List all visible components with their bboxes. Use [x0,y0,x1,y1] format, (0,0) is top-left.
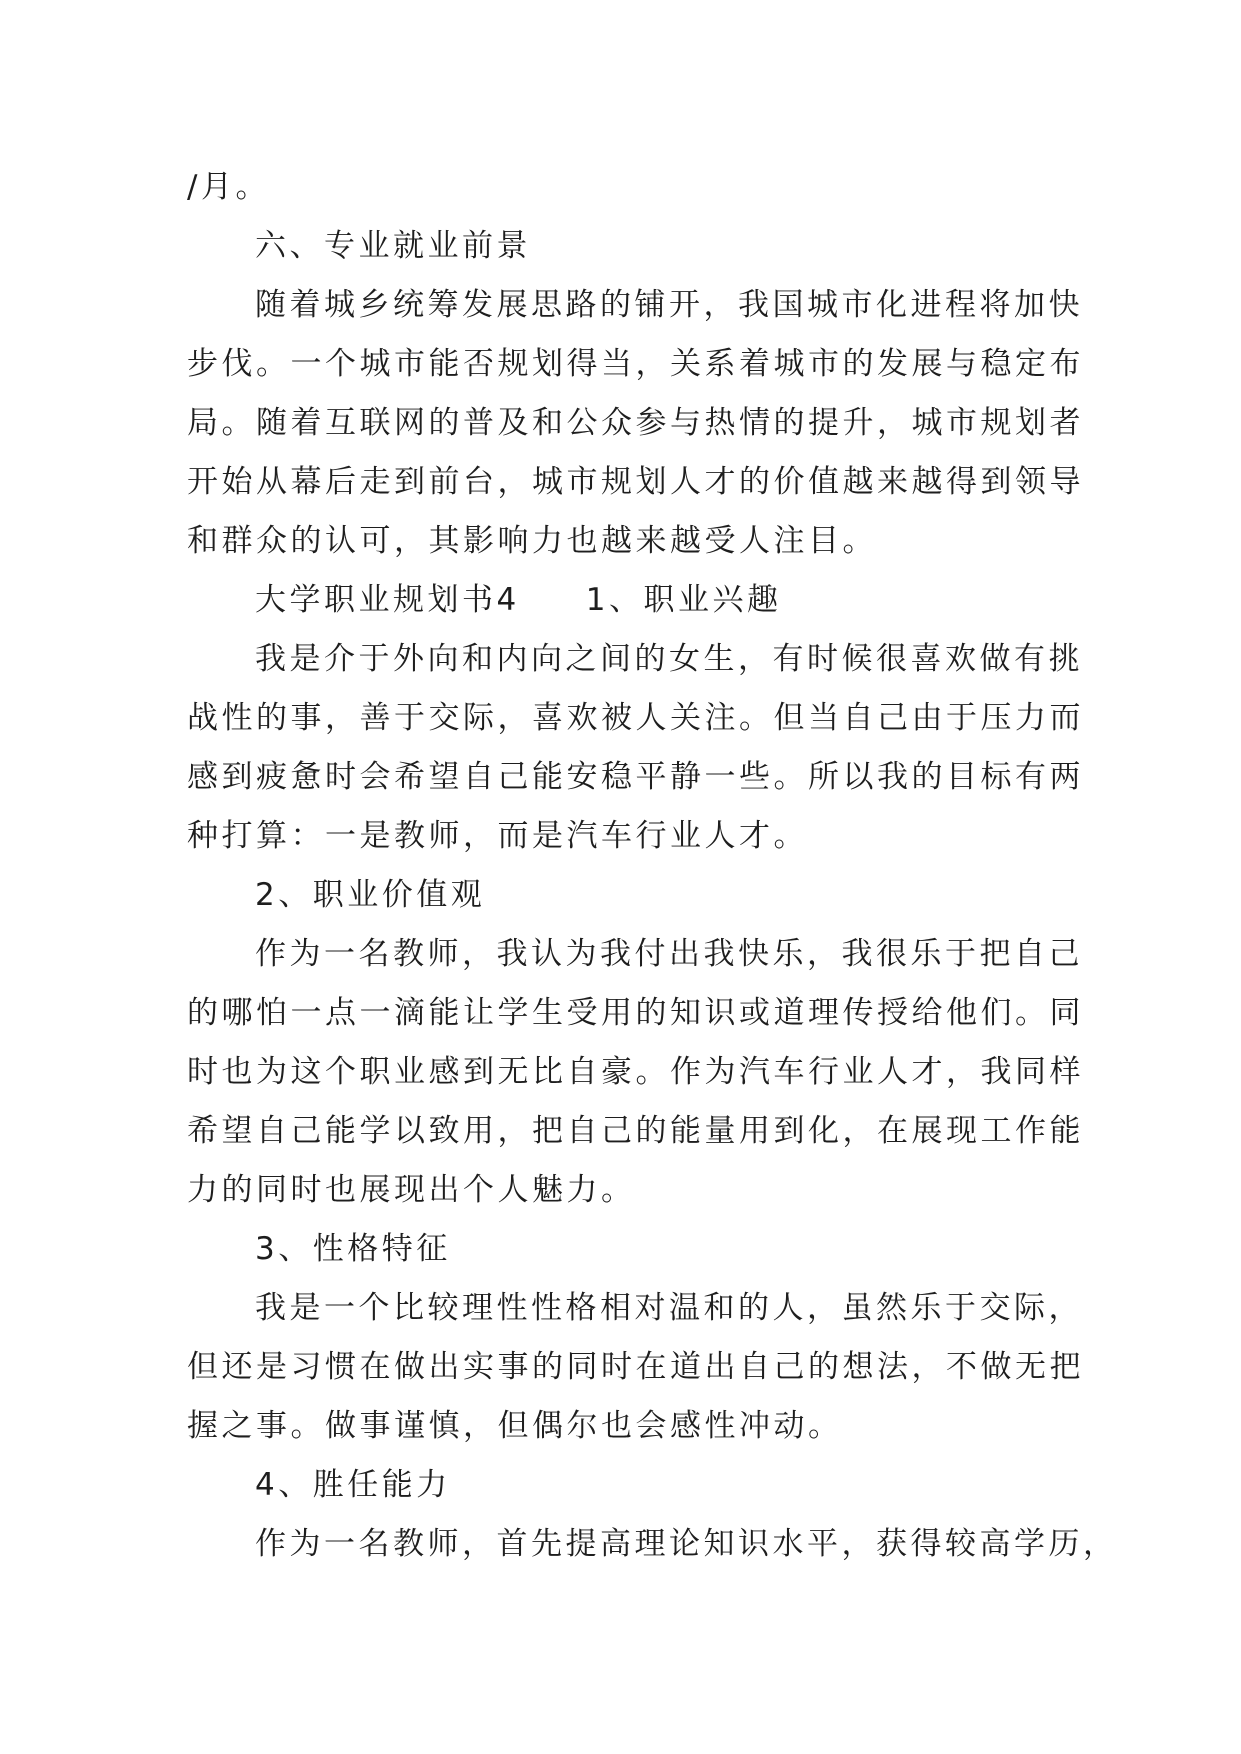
document-body [187,158,1118,1574]
career-plan-title: 大学职业规划书4 [255,582,520,618]
paragraph-line: 作为一名教师，首先提高理论知识水平，获得较高学历， [255,1526,1118,1562]
paragraph-line: 握之事。做事谨慎，但偶尔也会感性冲动。 [187,1408,843,1444]
paragraph-line: 作为一名教师，我认为我付出我快乐，我很乐于把自己 [255,936,1083,972]
section-heading-career-values: 2、职业价值观 [255,877,486,913]
paragraph-line: 但还是习惯在做出实事的同时在道出自己的想法，不做无把 [187,1349,1084,1385]
section-heading-employment-prospects: 六、专业就业前景 [255,228,531,264]
paragraph-line: 的哪怕一点一滴能让学生受用的知识或道理传授给他们。同 [187,995,1084,1031]
paragraph-line: 局。随着互联网的普及和公众参与热情的提升，城市规划者 [187,405,1084,441]
paragraph-line: 我是一个比较理性性格相对温和的人，虽然乐于交际， [255,1290,1083,1326]
paragraph-line: /月。 [187,169,270,205]
paragraph-line: 步伐。一个城市能否规划得当，关系着城市的发展与稳定布 [187,346,1084,382]
paragraph-line: 随着城乡统筹发展思路的铺开，我国城市化进程将加快 [255,287,1083,323]
paragraph-line: 战性的事，善于交际，喜欢被人关注。但当自己由于压力而 [187,700,1084,736]
paragraph-line: 和群众的认可，其影响力也越来越受人注目。 [187,523,877,559]
paragraph-line: 感到疲惫时会希望自己能安稳平静一些。所以我的目标有两 [187,759,1084,795]
paragraph-line: 种打算：一是教师，而是汽车行业人才。 [187,818,808,854]
section-heading-personality: 3、性格特征 [255,1231,451,1267]
paragraph-line: 开始从幕后走到前台，城市规划人才的价值越来越得到领导 [187,464,1084,500]
career-plan-heading [187,571,1057,630]
paragraph-line: 时也为这个职业感到无比自豪。作为汽车行业人才，我同样 [187,1054,1084,1090]
section-heading-competence: 4、胜任能力 [255,1467,451,1503]
paragraph-line: 我是介于外向和内向之间的女生，有时候很喜欢做有挑 [255,641,1083,677]
paragraph-line: 希望自己能学以致用，把自己的能量用到化，在展现工作能 [187,1113,1084,1149]
career-interest-heading: 1、职业兴趣 [585,582,782,618]
paragraph-line: 力的同时也展现出个人魅力。 [187,1172,636,1208]
